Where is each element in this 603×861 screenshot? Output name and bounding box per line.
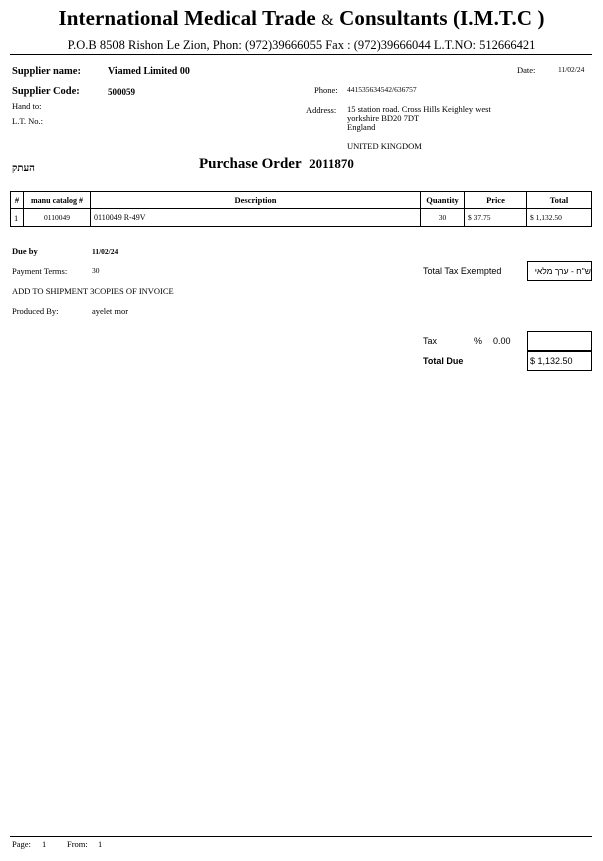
tax-percent-sign: %: [474, 336, 483, 346]
col-header-total: Total: [527, 192, 592, 209]
company-title: [0, 6, 603, 31]
from-value: 1: [98, 839, 103, 849]
produced-by-label: Produced By:: [12, 306, 59, 316]
tax-exempted-label: Total Tax Exempted: [423, 266, 502, 276]
cell-quantity: 30: [421, 209, 465, 227]
cell-price: $ 37.75: [465, 209, 527, 227]
address-line-2: yorkshire BD20 7DT: [347, 113, 420, 123]
purchase-order-number: 2011870: [309, 156, 354, 171]
address-label: Address:: [306, 105, 337, 115]
total-due-label: Total Due: [423, 356, 464, 366]
page-value: 1: [42, 839, 47, 849]
company-name: International Medical Trade: [58, 6, 316, 30]
lt-no-label: L.T. No.:: [12, 116, 44, 126]
footer-divider: [10, 836, 592, 837]
due-by-value: 11/02/24: [92, 247, 119, 256]
table-row: [11, 209, 592, 227]
date-value: 11/02/24: [558, 65, 585, 74]
address-line-4: UNITED KINGDOM: [347, 141, 422, 151]
payment-terms-value: 30: [92, 266, 100, 275]
tax-exempted-value: ש"ח - ערך מלאי: [527, 261, 592, 281]
table-header-row: [11, 192, 592, 209]
purchase-order-label: Purchase Order: [199, 156, 302, 172]
shipment-note: ADD TO SHIPMENT 3COPIES OF INVOICE: [12, 286, 174, 296]
company-name-amp: &: [321, 12, 334, 29]
page-label: Page:: [12, 839, 31, 849]
produced-by-value: ayelet mor: [92, 306, 129, 316]
items-table: [10, 191, 592, 227]
address-line-1: 15 station road. Cross Hills Keighley west: [347, 104, 491, 114]
col-header-quantity: Quantity: [421, 192, 465, 209]
from-label: From:: [67, 839, 88, 849]
supplier-name-label: Supplier name:: [12, 66, 81, 77]
cell-catalog: 0110049: [24, 209, 91, 227]
col-header-price: Price: [465, 192, 527, 209]
phone-value: 441535634542/636757: [347, 85, 417, 94]
address-block: [347, 105, 491, 151]
tax-amount-box: [527, 331, 592, 351]
cell-total: $ 1,132.50: [527, 209, 592, 227]
tax-label: Tax: [423, 336, 438, 346]
cell-index: 1: [11, 209, 24, 227]
copy-label: העתק: [12, 163, 35, 174]
phone-label: Phone:: [314, 85, 338, 95]
company-contact-line: P.O.B 8508 Rishon Le Zion, Phon: (972)39666055 Fax : (972)39666044 L.T.NO: 512666421: [67, 38, 536, 52]
col-header-index: #: [11, 192, 24, 209]
due-by-label: Due by: [12, 246, 38, 256]
date-label: Date:: [517, 65, 536, 75]
payment-terms-label: Payment Terms:: [12, 266, 68, 276]
col-header-description: Description: [91, 192, 421, 209]
supplier-code-label: Supplier Code:: [12, 86, 80, 97]
header-divider: [10, 54, 592, 55]
document-title: [199, 156, 354, 173]
total-due-value: $ 1,132.50: [527, 351, 592, 371]
supplier-code-value: 500059: [108, 87, 135, 97]
cell-description: 0110049 R-49V: [91, 209, 421, 227]
col-header-catalog: manu catalog #: [24, 192, 91, 209]
tax-percent-value: 0.00: [493, 336, 511, 346]
supplier-name-value: Viamed Limited 00: [108, 66, 190, 77]
address-line-3: England: [347, 122, 376, 132]
hand-to-label: Hand to:: [12, 101, 42, 111]
company-name-2: Consultants (I.M.T.C ): [339, 6, 545, 30]
